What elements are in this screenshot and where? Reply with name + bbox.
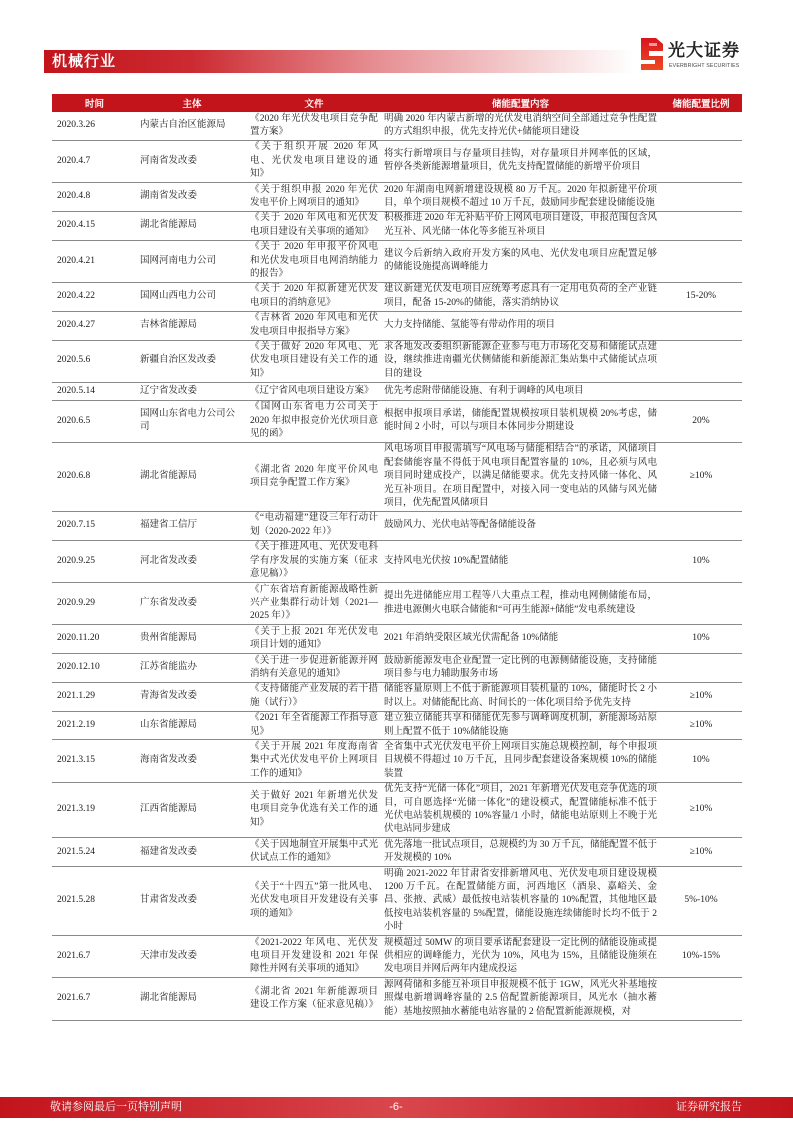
table-row xyxy=(52,382,742,400)
cell-ratio: ≥10% xyxy=(660,782,742,838)
cell-document: 《关于“十四五”第一批风电、光伏发电项目开发建设有关事项的通知》 xyxy=(247,867,381,936)
cell-content: 鼓励风力、光伏电站等配备储能设备 xyxy=(381,511,660,540)
cell-document: 《广东省培育新能源战略性新兴产业集群行动计划（2021—2025 年）》 xyxy=(247,583,381,625)
cell-entity: 国网山东省电力公司公司 xyxy=(137,400,247,442)
everbright-logo-icon xyxy=(641,38,663,70)
cell-document: 《湖北省 2021 年新能源项目建设工作方案（征求意见稿）》 xyxy=(247,978,381,1020)
table-row xyxy=(52,211,742,240)
footer-report-type: 证券研究报告 xyxy=(676,1101,742,1113)
cell-date: 2021.5.24 xyxy=(52,838,137,867)
cell-content: 积极推进 2020 年无补贴平价上网风电项目建设，申报范围包含风光互补、风光储一体化等多能互补项目 xyxy=(381,211,660,240)
cell-date: 2021.3.19 xyxy=(52,782,137,838)
cell-entity: 江西省能源局 xyxy=(137,782,247,838)
cell-entity: 贵州省能源局 xyxy=(137,625,247,654)
industry-band xyxy=(44,50,634,73)
table-row xyxy=(52,782,742,838)
cell-document: 关于做好 2021 年新增光伏发电项目竞争优选有关工作的通知》 xyxy=(247,782,381,838)
brand-logo xyxy=(641,38,746,72)
cell-date: 2020.4.22 xyxy=(52,282,137,311)
cell-ratio: ≥10% xyxy=(660,711,742,740)
cell-ratio xyxy=(660,978,742,1020)
cell-content: 优先落地一批试点项目，总规模约为 30 万千瓦，储能配置不低于开发规模的 10% xyxy=(381,838,660,867)
table-row xyxy=(52,682,742,711)
cell-entity: 江苏省能监办 xyxy=(137,654,247,683)
table-row xyxy=(52,867,742,936)
cell-document: 《关于组织申报 2020 年光伏发电平价上网项目的通知》 xyxy=(247,183,381,212)
cell-entity: 甘肃省发改委 xyxy=(137,867,247,936)
page-number: -6- xyxy=(389,1101,403,1113)
footer-disclaimer: 敬请参阅最后一页特别声明 xyxy=(50,1101,182,1113)
table-row xyxy=(52,936,742,978)
cell-ratio: 5%-10% xyxy=(660,867,742,936)
cell-entity: 辽宁省发改委 xyxy=(137,382,247,400)
column-header-ratio: 储能配置比例 xyxy=(660,94,742,112)
cell-entity: 青海省发改委 xyxy=(137,682,247,711)
cell-content: 支持风电光伏按 10%配置储能 xyxy=(381,540,660,582)
brand-name-cn: 光大证券 xyxy=(668,41,740,60)
cell-date: 2020.4.7 xyxy=(52,140,137,182)
table-row xyxy=(52,711,742,740)
column-header-date: 时间 xyxy=(52,94,137,112)
cell-ratio xyxy=(660,240,742,282)
cell-ratio xyxy=(660,340,742,382)
table-row xyxy=(52,400,742,442)
cell-date: 2021.2.19 xyxy=(52,711,137,740)
cell-ratio xyxy=(660,511,742,540)
cell-content: 规模超过 50MW 的项目要承诺配套建设一定比例的储能设施或提供相应的调峰能力，光伏为 10%，风电为 15%，且储能设施须在发电项目并网后两年内建成投运 xyxy=(381,936,660,978)
cell-document: 《关于 2020 年风电和光伏发电项目建设有关事项的通知》 xyxy=(247,211,381,240)
cell-entity: 广东省发改委 xyxy=(137,583,247,625)
cell-entity: 新疆自治区发改委 xyxy=(137,340,247,382)
cell-entity: 天津市发改委 xyxy=(137,936,247,978)
table-header-row xyxy=(52,94,742,112)
policy-table-body xyxy=(52,112,742,1020)
cell-ratio xyxy=(660,654,742,683)
cell-document: 《关于上报 2021 年光伏发电项目计划的通知》 xyxy=(247,625,381,654)
cell-document: 《关于推进风电、光伏发电科学有序发展的实施方案（征求意见稿）》 xyxy=(247,540,381,582)
table-row xyxy=(52,654,742,683)
table-row xyxy=(52,442,742,511)
cell-date: 2020.4.27 xyxy=(52,311,137,340)
cell-content: 明确 2020 年内蒙古新增的光伏发电消纳空间全部通过竞争性配置的方式组织申报，优先支持光伏+储能项目建设 xyxy=(381,112,660,140)
cell-document: 《关于开展 2021 年度海南省集中式光伏发电平价上网项目工作的通知》 xyxy=(247,740,381,782)
cell-date: 2020.5.14 xyxy=(52,382,137,400)
cell-date: 2021.3.15 xyxy=(52,740,137,782)
cell-content: 求各地发改委组织新能源企业参与电力市场化交易和储能试点建设，继续推进南疆光伏侧储能和新能源汇集站集中式储能试点项目的建设 xyxy=(381,340,660,382)
cell-document: 《国网山东省电力公司关于 2020 年拟申报竞价光伏项目意见的函》 xyxy=(247,400,381,442)
cell-document: 《辽宁省风电项目建设方案》 xyxy=(247,382,381,400)
cell-document: 《2020 年光伏发电项目竞争配置方案》 xyxy=(247,112,381,140)
table-row xyxy=(52,140,742,182)
cell-ratio xyxy=(660,140,742,182)
cell-document: 《关于进一步促进新能源并网消纳有关意见的通知》 xyxy=(247,654,381,683)
cell-entity: 海南省发改委 xyxy=(137,740,247,782)
cell-ratio: 10%-15% xyxy=(660,936,742,978)
cell-date: 2020.4.8 xyxy=(52,183,137,212)
table-row xyxy=(52,625,742,654)
cell-content: 2020 年湖南电网新增建设规模 80 万千瓦。2020 年拟新建平价项目，单个项目规模不超过 10 万千瓦，鼓励同步配套建设储能设施 xyxy=(381,183,660,212)
cell-date: 2020.9.25 xyxy=(52,540,137,582)
cell-date: 2021.5.28 xyxy=(52,867,137,936)
cell-ratio xyxy=(660,382,742,400)
cell-ratio: ≥10% xyxy=(660,682,742,711)
cell-ratio: 10% xyxy=(660,625,742,654)
cell-document: 《吉林省 2020 年风电和光伏发电项目申报指导方案》 xyxy=(247,311,381,340)
table-row xyxy=(52,511,742,540)
cell-date: 2021.1.29 xyxy=(52,682,137,711)
cell-date: 2020.6.5 xyxy=(52,400,137,442)
cell-document: 《2021-2022 年风电、光伏发电项目开发建设和 2021 年保障性并网有关事项的通知》 xyxy=(247,936,381,978)
cell-content: 2021 年消纳受限区域光伏需配备 10%储能 xyxy=(381,625,660,654)
cell-ratio: 20% xyxy=(660,400,742,442)
table-row xyxy=(52,978,742,1020)
cell-content: 鼓励新能源发电企业配置一定比例的电源侧储能设施，支持储能项目参与电力辅助服务市场 xyxy=(381,654,660,683)
cell-ratio xyxy=(660,311,742,340)
policy-table xyxy=(52,94,742,1021)
cell-content: 风电场项目申报需填写“风电场与储能相结合”的承诺，风储项目配套储能容量不得低于风电项目配置容量的 10%，且必须与风电项目同时建成投产，以满足储能要求。优先支持风储一体化、风光互补项目。在项目配置中，对接入同一变电站的风储与风光储项目，优先配置风储项目 xyxy=(381,442,660,511)
cell-content: 提出先进储能应用工程等八大重点工程，推动电网侧储能布局，推进电源侧火电联合储能和“可再生能源+储能”发电系统建设 xyxy=(381,583,660,625)
table-row xyxy=(52,583,742,625)
cell-ratio xyxy=(660,112,742,140)
cell-date: 2020.4.21 xyxy=(52,240,137,282)
cell-ratio: 10% xyxy=(660,740,742,782)
table-row xyxy=(52,183,742,212)
cell-entity: 湖北省能源局 xyxy=(137,978,247,1020)
cell-ratio xyxy=(660,183,742,212)
cell-content: 根据申报项目承诺，储能配置规模按项目装机规模 20%考虑，储能时间 2 小时，可以与项目本体同步分期建设 xyxy=(381,400,660,442)
cell-date: 2020.5.6 xyxy=(52,340,137,382)
table-row xyxy=(52,282,742,311)
cell-ratio: ≥10% xyxy=(660,838,742,867)
cell-content: 将实行新增项目与存量项目挂钩，对存量项目并网率低的区域，暂停各类新能源增量项目，优先支持配置储能的新增平价项目 xyxy=(381,140,660,182)
cell-entity: 国网山西电力公司 xyxy=(137,282,247,311)
cell-entity: 福建省工信厅 xyxy=(137,511,247,540)
cell-date: 2020.4.15 xyxy=(52,211,137,240)
cell-entity: 湖北省能源局 xyxy=(137,211,247,240)
cell-content: 源网荷储和多能互补项目申报规模不低于 1GW，风光火补基地按照煤电新增调峰容量的 2.5 倍配置新能源项目，风光水（抽水蓄能）基地按照抽水蓄能电站容量的 2 倍配置新能源规模，对 xyxy=(381,978,660,1020)
cell-ratio xyxy=(660,211,742,240)
cell-entity: 内蒙古自治区能源局 xyxy=(137,112,247,140)
cell-document: 《湖北省 2020 年度平价风电项目竞争配置工作方案》 xyxy=(247,442,381,511)
cell-date: 2020.6.8 xyxy=(52,442,137,511)
cell-date: 2021.6.7 xyxy=(52,936,137,978)
cell-document: 《支持储能产业发展的若干措施（试行）》 xyxy=(247,682,381,711)
cell-date: 2020.7.15 xyxy=(52,511,137,540)
cell-entity: 吉林省能源局 xyxy=(137,311,247,340)
column-header-entity: 主体 xyxy=(137,94,247,112)
cell-document: 《2021 年全省能源工作指导意见》 xyxy=(247,711,381,740)
cell-date: 2020.3.26 xyxy=(52,112,137,140)
industry-label: 机械行业 xyxy=(52,53,117,70)
cell-entity: 湖南省发改委 xyxy=(137,183,247,212)
cell-ratio: ≥10% xyxy=(660,442,742,511)
cell-date: 2020.12.10 xyxy=(52,654,137,683)
cell-entity: 山东省能源局 xyxy=(137,711,247,740)
cell-content: 建议新建光伏发电项目应统筹考虑具有一定用电负荷的全产业链项目，配备 15-20%的储能，落实消纳协议 xyxy=(381,282,660,311)
cell-content: 大力支持储能、氢能等有带动作用的项目 xyxy=(381,311,660,340)
cell-document: 《“电动福建”建设三年行动计划（2020-2022 年）》 xyxy=(247,511,381,540)
cell-entity: 湖北省能源局 xyxy=(137,442,247,511)
cell-entity: 福建省发改委 xyxy=(137,838,247,867)
cell-ratio: 15-20% xyxy=(660,282,742,311)
table-row xyxy=(52,240,742,282)
cell-content: 储能容量原则上不低于新能源项目装机量的 10%，储能时长 2 小时以上。对储能配比高、时间长的一体化项目给予优先支持 xyxy=(381,682,660,711)
table-row xyxy=(52,340,742,382)
cell-ratio: 10% xyxy=(660,540,742,582)
cell-content: 建议今后新纳入政府开发方案的风电、光伏发电项目应配置足够的储能设施提高调峰能力 xyxy=(381,240,660,282)
table-row xyxy=(52,740,742,782)
table-row xyxy=(52,540,742,582)
cell-content: 明确 2021-2022 年甘肃省安排新增风电、光伏发电项目建设规模 1200 万千瓦。在配置储能方面，河西地区（酒泉、嘉峪关、金昌、张掖、武威）最低按电站装机容量的 10%配置，其他地区最低按电站装机容量的 5%配置，储能设施连续储能时长均不低于 2 小时 xyxy=(381,867,660,936)
page-footer xyxy=(0,1097,793,1118)
cell-date: 2020.9.29 xyxy=(52,583,137,625)
cell-date: 2020.11.20 xyxy=(52,625,137,654)
column-header-content: 储能配置内容 xyxy=(381,94,660,112)
cell-entity: 国网河南电力公司 xyxy=(137,240,247,282)
cell-entity: 河南省发改委 xyxy=(137,140,247,182)
cell-document: 《关于 2020 年申报平价风电和光伏发电项目电网消纳能力的报告》 xyxy=(247,240,381,282)
cell-date: 2021.6.7 xyxy=(52,978,137,1020)
cell-content: 优先考虑附带储能设施、有利于调峰的风电项目 xyxy=(381,382,660,400)
table-row xyxy=(52,311,742,340)
cell-content: 全省集中式光伏发电平价上网项目实施总规模控制，每个申报项目规模不得超过 10 万千瓦，且同步配套建设备案规模 10%的储能装置 xyxy=(381,740,660,782)
cell-document: 《关于因地制宜开展集中式光伏试点工作的通知》 xyxy=(247,838,381,867)
cell-content: 优先支持“光储一体化”项目，2021 年新增光伏发电竞争优选的项目，可自愿选择“光储一体化”的建设模式，配置储能标准不低于光伏电站装机规模的 10%容量/1 小时，储能电站原则上不晚于光伏电站同步建成 xyxy=(381,782,660,838)
cell-document: 《关于组织开展 2020 年风电、光伏发电项目建设的通知》 xyxy=(247,140,381,182)
cell-content: 建立独立储能共享和储能优先参与调峰调度机制，新能源场站原则上配置不低于 10%储能设施 xyxy=(381,711,660,740)
table-row xyxy=(52,112,742,140)
cell-document: 《关于 2020 年拟新建光伏发电项目的消纳意见》 xyxy=(247,282,381,311)
cell-ratio xyxy=(660,583,742,625)
brand-name-en: EVERBRIGHT SECURITIES xyxy=(669,63,740,69)
cell-document: 《关于做好 2020 年风电、光伏发电项目建设有关工作的通知》 xyxy=(247,340,381,382)
table-row xyxy=(52,838,742,867)
cell-entity: 河北省发改委 xyxy=(137,540,247,582)
column-header-document: 文件 xyxy=(247,94,381,112)
table-header xyxy=(52,94,742,112)
